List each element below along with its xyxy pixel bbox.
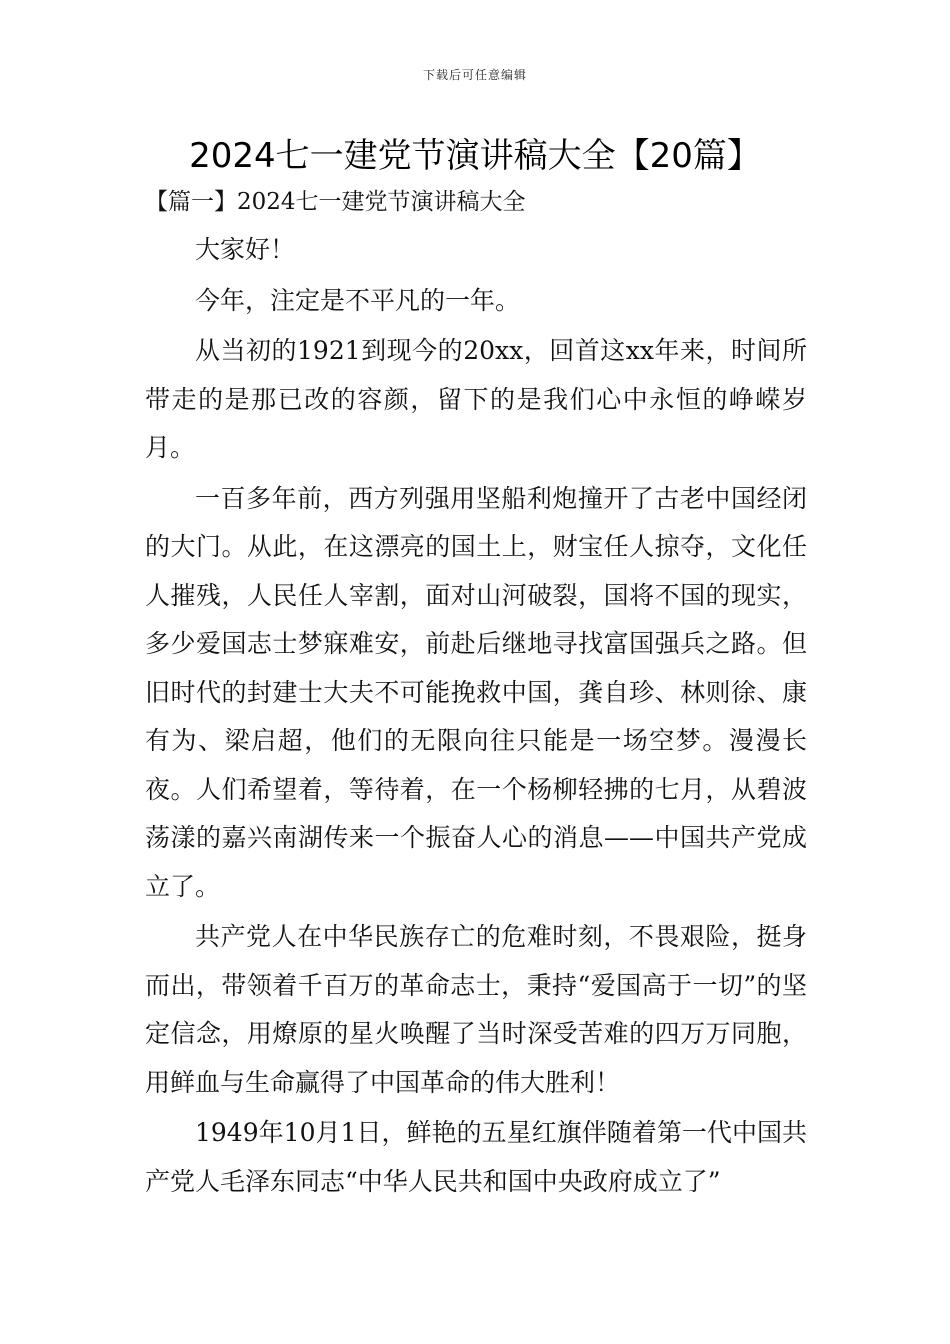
paragraph-century: 一百多年前，西方列强用坚船利炮撞开了古老中国经闭的大门。从此，在这漂亮的国土上，财宝任人掠夺，文化任人摧残，人民任人宰割，面对山河破裂，国将不国的现实，多少爱国志士梦寐难安，前赴后继地寻找富国强兵之路。但旧时代的封建士大夫不可能挽救中国，龚自珍、林则徐、康有为、梁启超，他们的无限向往只能是一场空梦。漫漫长夜。人们希望着，等待着，在一个杨柳轻拂的七月，从碧波荡漾的嘉兴南湖传来一个振奋人心的消息——中国共产党成立了。: [145, 483, 807, 901]
paragraph-greeting: 大家好！: [195, 235, 296, 264]
paragraph-founding: 1949年10月1日，鲜艳的五星红旗伴随着第一代中国共产党人毛泽东同志“中华人民共和国中央政府成立了”: [145, 1118, 807, 1196]
body-text: [145, 226, 807, 1208]
document-title: 2024七一建党节演讲稿大全【20篇】: [189, 136, 761, 176]
section-heading: 【篇一】2024七一建党节演讲稿大全: [145, 189, 526, 215]
header-note: 下载后可任意编辑: [422, 68, 527, 82]
paragraph-year: 今年，注定是不平凡的一年。: [195, 285, 521, 315]
paragraph-history: 从当初的1921到现今的20xx，回首这xx年来，时间所带走的是那已改的容颜，留下的是我们心中永恒的峥嵘岁月。: [145, 336, 807, 462]
paragraph-party: 共产党人在中华民族存亡的危难时刻，不畏艰险，挺身而出，带领着千百万的革命志士，秉持“爱国高于一切”的坚定信念，用燎原的星火唤醒了当时深受苦难的四万万同胞，用鲜血与生命赢得了中国革命的伟大胜利！: [145, 922, 807, 1097]
